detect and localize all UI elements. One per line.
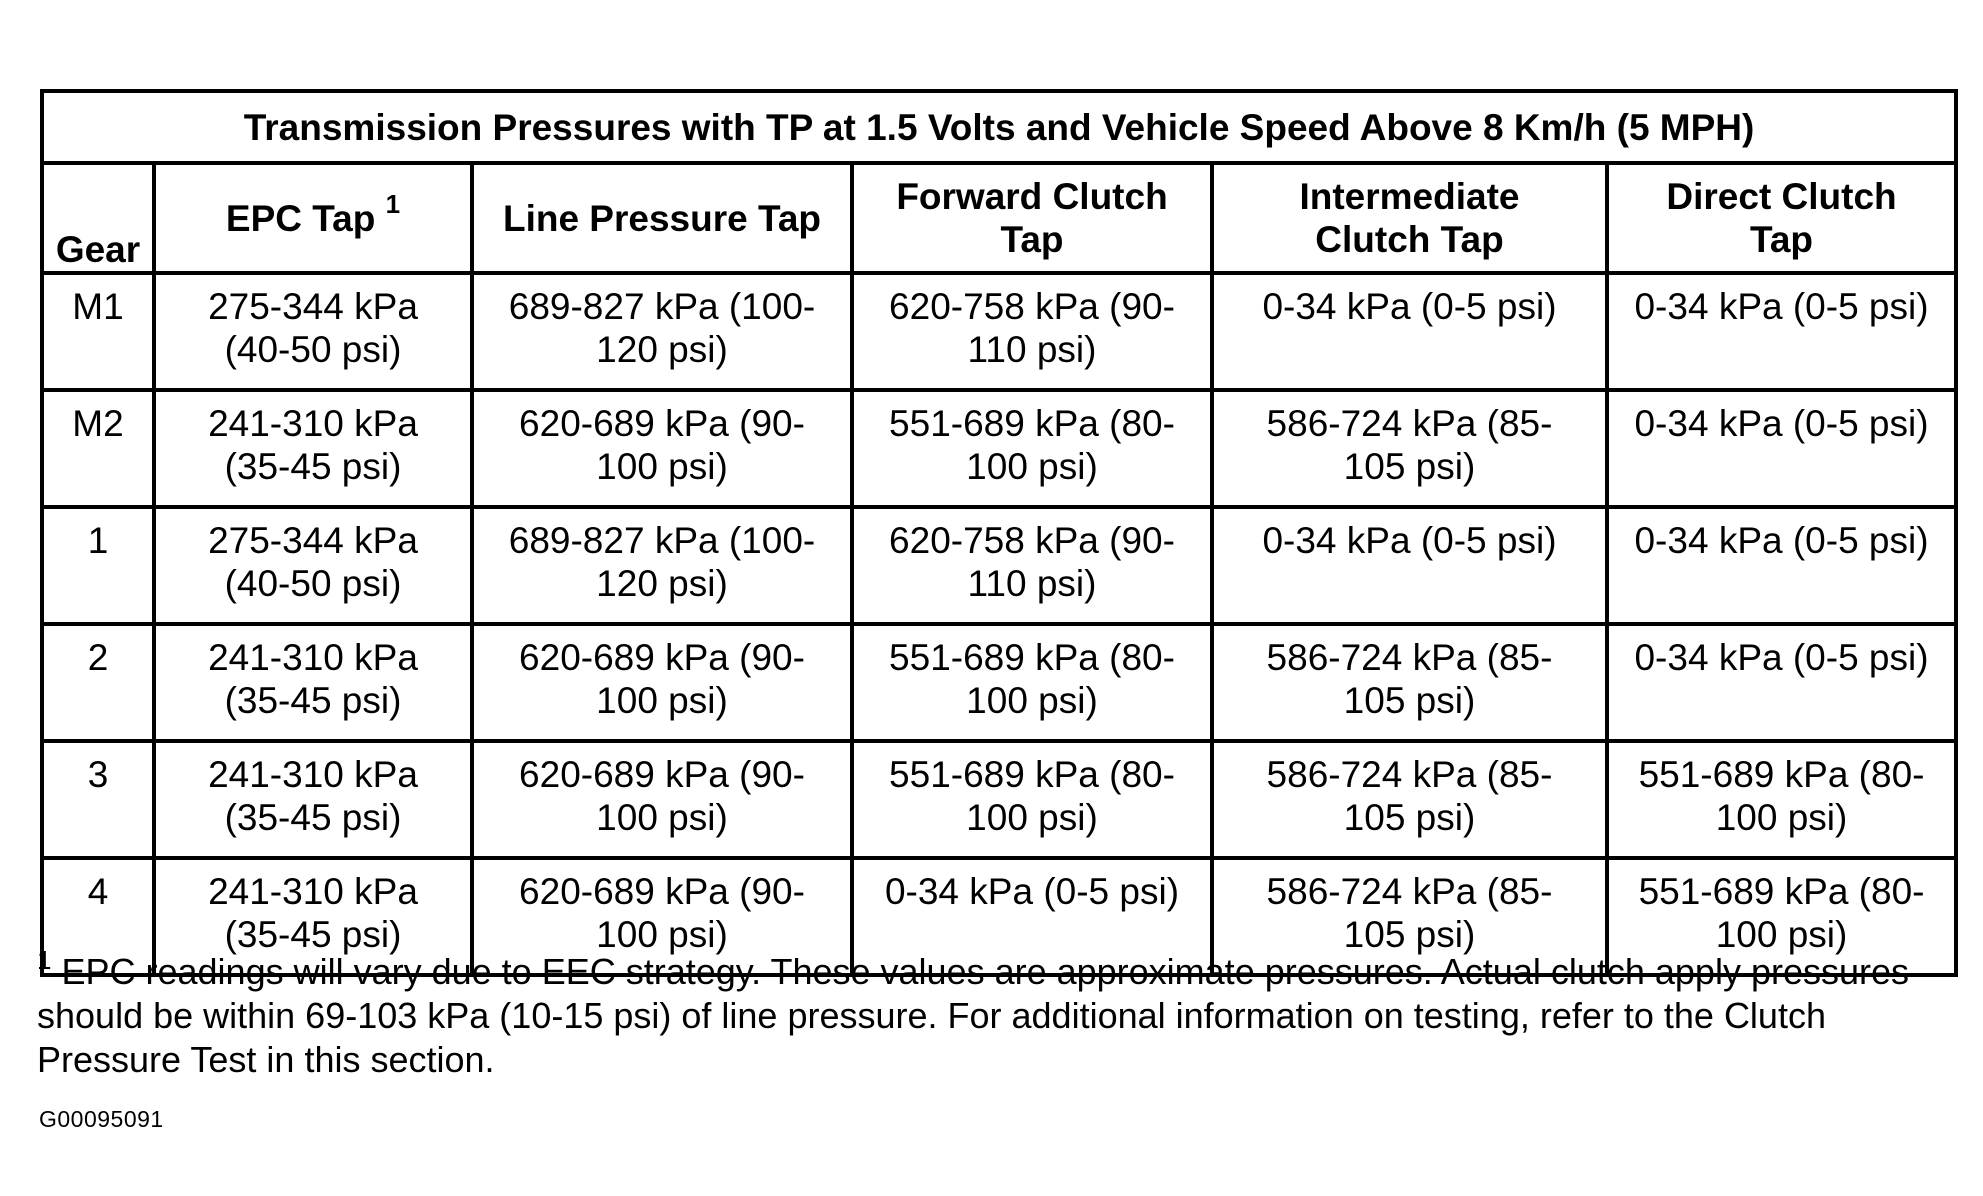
cell-gear: M2: [42, 390, 154, 507]
cell-line-pressure-tap-line2: 100 psi): [596, 797, 728, 838]
cell-forward-clutch-tap-line2: 100 psi): [966, 797, 1098, 838]
cell-forward-clutch-tap-line1: 551-689 kPa (80-: [889, 403, 1175, 444]
cell-epc-tap: [154, 390, 472, 507]
cell-direct-clutch-tap-line1: 0-34 kPa (0-5 psi): [1634, 403, 1929, 444]
table-body: [42, 273, 1956, 975]
cell-intermediate-clutch-tap-line1: 586-724 kPa (85-: [1266, 403, 1553, 444]
cell-intermediate-clutch-tap: [1212, 507, 1607, 624]
cell-epc-tap-line1: 275-344 kPa: [208, 286, 418, 327]
cell-epc-tap-line2: (40-50 psi): [224, 329, 402, 370]
cell-direct-clutch-tap: [1607, 507, 1956, 624]
cell-epc-tap-line1: 241-310 kPa: [208, 871, 418, 912]
cell-line-pressure-tap-line2: 100 psi): [596, 680, 728, 721]
header-intermediate-clutch-tap: [1212, 163, 1607, 273]
cell-forward-clutch-tap-line1: 620-758 kPa (90-: [889, 286, 1175, 327]
table-row: [42, 507, 1956, 624]
cell-forward-clutch-tap: [852, 390, 1212, 507]
cell-line-pressure-tap-line1: 689-827 kPa (100-: [508, 520, 816, 561]
header-intermediate-clutch-tap-line1: Intermediate: [1299, 176, 1520, 217]
cell-intermediate-clutch-tap-line1: 586-724 kPa (85-: [1266, 637, 1553, 678]
cell-direct-clutch-tap: [1607, 273, 1956, 390]
cell-epc-tap-line2: (35-45 psi): [224, 797, 402, 838]
cell-epc-tap-line2: (35-45 psi): [224, 446, 402, 487]
cell-line-pressure-tap-line2: 100 psi): [596, 446, 728, 487]
header-direct-clutch-tap-line2: Tap: [1750, 219, 1814, 260]
table-row: [42, 624, 1956, 741]
cell-intermediate-clutch-tap-line2: 105 psi): [1343, 680, 1476, 721]
header-epc-tap: [154, 163, 472, 273]
header-gear: Gear: [42, 163, 154, 273]
cell-forward-clutch-tap: [852, 507, 1212, 624]
cell-forward-clutch-tap-line1: 0-34 kPa (0-5 psi): [884, 871, 1180, 912]
cell-intermediate-clutch-tap-line2: 105 psi): [1343, 446, 1476, 487]
table-title-row: [42, 91, 1956, 163]
cell-intermediate-clutch-tap-line2: 105 psi): [1343, 797, 1476, 838]
footnote-marker: 1: [385, 189, 401, 220]
cell-gear: 4: [42, 858, 154, 975]
cell-direct-clutch-tap-line1: 0-34 kPa (0-5 psi): [1634, 637, 1929, 678]
cell-intermediate-clutch-tap-line1: 586-724 kPa (85-: [1266, 871, 1553, 912]
cell-line-pressure-tap-line2: 100 psi): [596, 914, 728, 955]
cell-gear: 1: [42, 507, 154, 624]
cell-epc-tap-line2: (35-45 psi): [224, 914, 402, 955]
header-direct-clutch-tap: [1607, 163, 1956, 273]
cell-epc-tap-line2: (35-45 psi): [224, 680, 402, 721]
cell-direct-clutch-tap-line1: 0-34 kPa (0-5 psi): [1634, 520, 1929, 561]
cell-forward-clutch-tap: [852, 741, 1212, 858]
header-epc-tap-label: EPC Tap: [225, 197, 376, 239]
cell-direct-clutch-tap: [1607, 624, 1956, 741]
table-row: [42, 273, 1956, 390]
cell-forward-clutch-tap: [852, 624, 1212, 741]
column-header-row: [42, 163, 1956, 273]
cell-epc-tap: [154, 624, 472, 741]
cell-direct-clutch-tap-line1: 551-689 kPa (80-: [1638, 871, 1925, 912]
cell-intermediate-clutch-tap-line1: 586-724 kPa (85-: [1266, 754, 1553, 795]
cell-direct-clutch-tap-line2: 100 psi): [1715, 914, 1848, 955]
cell-epc-tap: [154, 507, 472, 624]
cell-intermediate-clutch-tap-line1: 0-34 kPa (0-5 psi): [1262, 286, 1557, 327]
header-intermediate-clutch-tap-line2: Clutch Tap: [1315, 219, 1504, 260]
footnote: [37, 945, 1957, 1082]
cell-gear: M1: [42, 273, 154, 390]
cell-line-pressure-tap: [472, 273, 852, 390]
cell-forward-clutch-tap: [852, 273, 1212, 390]
cell-epc-tap: [154, 741, 472, 858]
cell-line-pressure-tap: [472, 390, 852, 507]
cell-gear: 2: [42, 624, 154, 741]
table-title: Transmission Pressures with TP at 1.5 Volts and Vehicle Speed Above 8 Km/h (5 MPH): [42, 91, 1956, 163]
cell-direct-clutch-tap-line1: 551-689 kPa (80-: [1638, 754, 1925, 795]
cell-forward-clutch-tap-line2: 100 psi): [966, 446, 1098, 487]
header-forward-clutch-tap-line1: Forward Clutch: [896, 176, 1168, 217]
cell-intermediate-clutch-tap: [1212, 741, 1607, 858]
footnote-mark: 1: [37, 945, 52, 975]
cell-forward-clutch-tap-line2: 110 psi): [967, 563, 1097, 604]
cell-line-pressure-tap-line1: 620-689 kPa (90-: [519, 403, 805, 444]
cell-line-pressure-tap: [472, 741, 852, 858]
cell-forward-clutch-tap-line1: 551-689 kPa (80-: [889, 754, 1175, 795]
cell-intermediate-clutch-tap: [1212, 273, 1607, 390]
cell-epc-tap-line1: 241-310 kPa: [208, 754, 418, 795]
cell-intermediate-clutch-tap-line2: 105 psi): [1343, 914, 1476, 955]
header-forward-clutch-tap-line2: Tap: [1000, 219, 1064, 260]
cell-epc-tap-line2: (40-50 psi): [224, 563, 402, 604]
table-row: [42, 741, 1956, 858]
cell-line-pressure-tap-line1: 620-689 kPa (90-: [519, 637, 805, 678]
cell-epc-tap-line1: 241-310 kPa: [208, 403, 418, 444]
cell-intermediate-clutch-tap: [1212, 390, 1607, 507]
cell-epc-tap-line1: 241-310 kPa: [208, 637, 418, 678]
transmission-pressure-table: [40, 89, 1958, 977]
cell-epc-tap: [154, 273, 472, 390]
cell-forward-clutch-tap-line2: 110 psi): [967, 329, 1097, 370]
cell-direct-clutch-tap: [1607, 741, 1956, 858]
cell-forward-clutch-tap-line1: 551-689 kPa (80-: [889, 637, 1175, 678]
cell-line-pressure-tap-line2: 120 psi): [596, 329, 728, 370]
cell-direct-clutch-tap: [1607, 390, 1956, 507]
header-forward-clutch-tap: [852, 163, 1212, 273]
header-line-pressure-tap: Line Pressure Tap: [472, 163, 852, 273]
footnote-text: EPC readings will vary due to EEC strategy. These values are approximate pressures. Actual clutch apply pressures should be within 69-103 kPa (10-15 psi) of line pressure. For additional information on testing, refer to the Clutch Pressure Test in this section.: [37, 951, 1910, 1080]
cell-forward-clutch-tap-line1: 620-758 kPa (90-: [889, 520, 1175, 561]
cell-line-pressure-tap: [472, 624, 852, 741]
cell-gear: 3: [42, 741, 154, 858]
cell-direct-clutch-tap-line1: 0-34 kPa (0-5 psi): [1634, 286, 1929, 327]
cell-epc-tap-line1: 275-344 kPa: [208, 520, 418, 561]
cell-line-pressure-tap: [472, 507, 852, 624]
header-direct-clutch-tap-line1: Direct Clutch: [1666, 176, 1897, 217]
cell-intermediate-clutch-tap: [1212, 624, 1607, 741]
cell-direct-clutch-tap-line2: 100 psi): [1715, 797, 1848, 838]
cell-line-pressure-tap-line1: 689-827 kPa (100-: [508, 286, 816, 327]
cell-line-pressure-tap-line1: 620-689 kPa (90-: [519, 871, 805, 912]
figure-id: G00095091: [39, 1106, 164, 1132]
table-row: [42, 390, 1956, 507]
cell-line-pressure-tap-line2: 120 psi): [596, 563, 728, 604]
cell-line-pressure-tap-line1: 620-689 kPa (90-: [519, 754, 805, 795]
cell-intermediate-clutch-tap-line1: 0-34 kPa (0-5 psi): [1262, 520, 1557, 561]
cell-forward-clutch-tap-line2: 100 psi): [966, 680, 1098, 721]
